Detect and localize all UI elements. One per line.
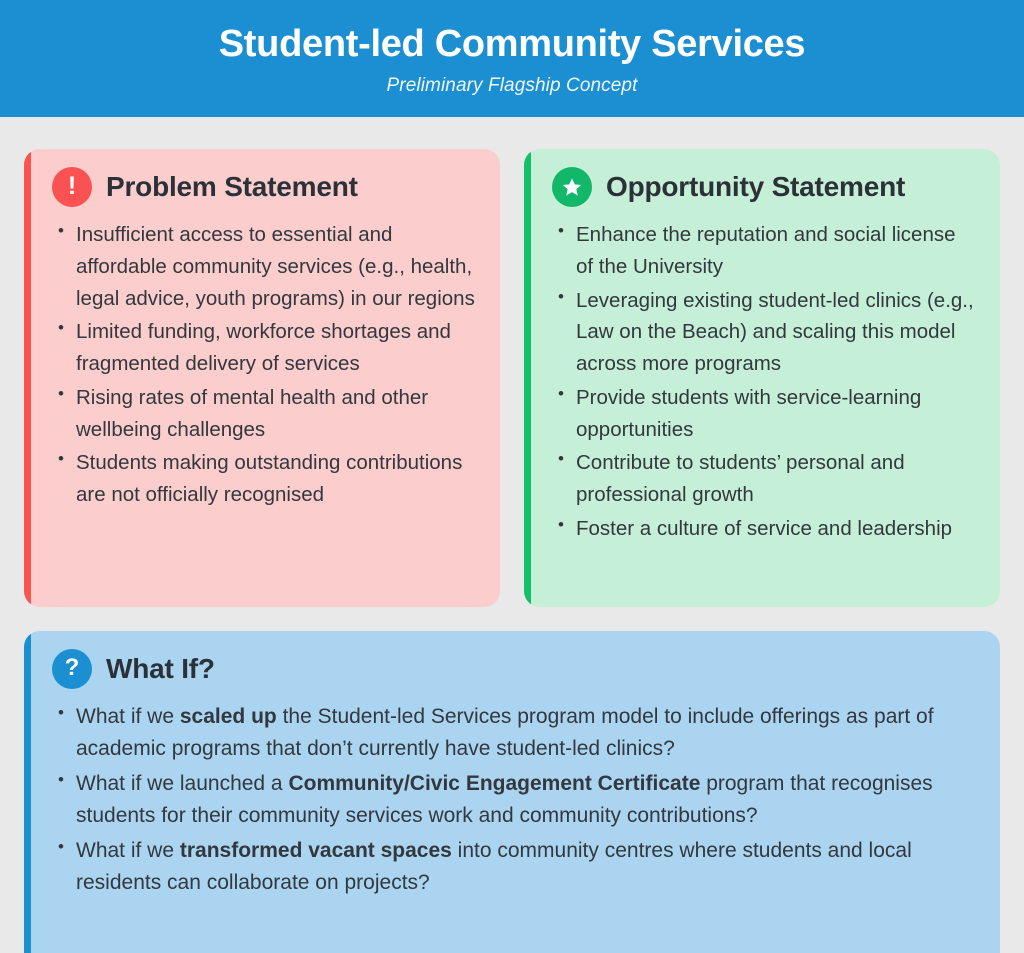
card-header-what-if [52,649,974,689]
exclamation-icon: ! [52,167,92,207]
page-title: Student-led Community Services [218,22,806,65]
card-title-problem: Problem Statement [106,171,358,202]
card-title-what-if: What If? [106,653,215,684]
card-header-problem [52,167,478,207]
text-after: program that recognises students for their community services work and community contributions? [76,771,933,827]
star-icon [552,167,592,207]
card-opportunity-statement [524,149,1000,607]
emphasis-text: Community/Civic Engagement Certificate [288,771,701,795]
text-after: into community centres where students and local residents can collaborate on projects? [76,838,912,894]
list-item: • Rising rates of mental health and other wellbeing challenges [52,382,478,446]
top-card-row [24,149,1000,607]
card-problem-statement [24,149,500,607]
card-what-if [24,631,1000,953]
list-item: • Enhance the reputation and social license of the University [552,219,978,283]
list-item: • Provide students with service-learning opportunities [552,382,978,446]
list-item [52,768,974,832]
text-before: What if we [76,838,180,862]
list-item: • Limited funding, workforce shortages and fragmented delivery of services [52,316,478,380]
list-item: • Students making outstanding contributions are not officially recognised [52,447,478,511]
text-before: What if we [76,705,180,728]
page-header [0,0,1024,117]
concept-board [0,117,1024,953]
problem-bullet-list [52,219,478,511]
question-mark-icon: ? [52,649,92,689]
list-item: • Leveraging existing student-led clinics (e.g., Law on the Beach) and scaling this model across more programs [552,285,978,380]
what-if-bullet-list [52,701,974,898]
list-item: • Contribute to students’ personal and professional growth [552,447,978,511]
list-item [52,701,974,765]
list-item: • Foster a culture of service and leadership [552,513,978,545]
card-header-opportunity [552,167,978,207]
list-item [52,835,974,899]
list-item: • Insufficient access to essential and affordable community services (e.g., health, legal advice, youth programs) in our regions [52,219,478,314]
page-subtitle: Preliminary Flagship Concept [386,75,638,97]
text-before: What if we launched a [76,771,289,795]
card-title-opportunity: Opportunity Statement [606,171,906,202]
emphasis-text: scaled up [179,705,277,728]
emphasis-text: transformed vacant spaces [179,838,452,862]
text-after: the Student-led Services program model to include offerings as part of academic programs that don’t currently have student-led clinics? [76,705,934,760]
opportunity-bullet-list [552,219,978,545]
